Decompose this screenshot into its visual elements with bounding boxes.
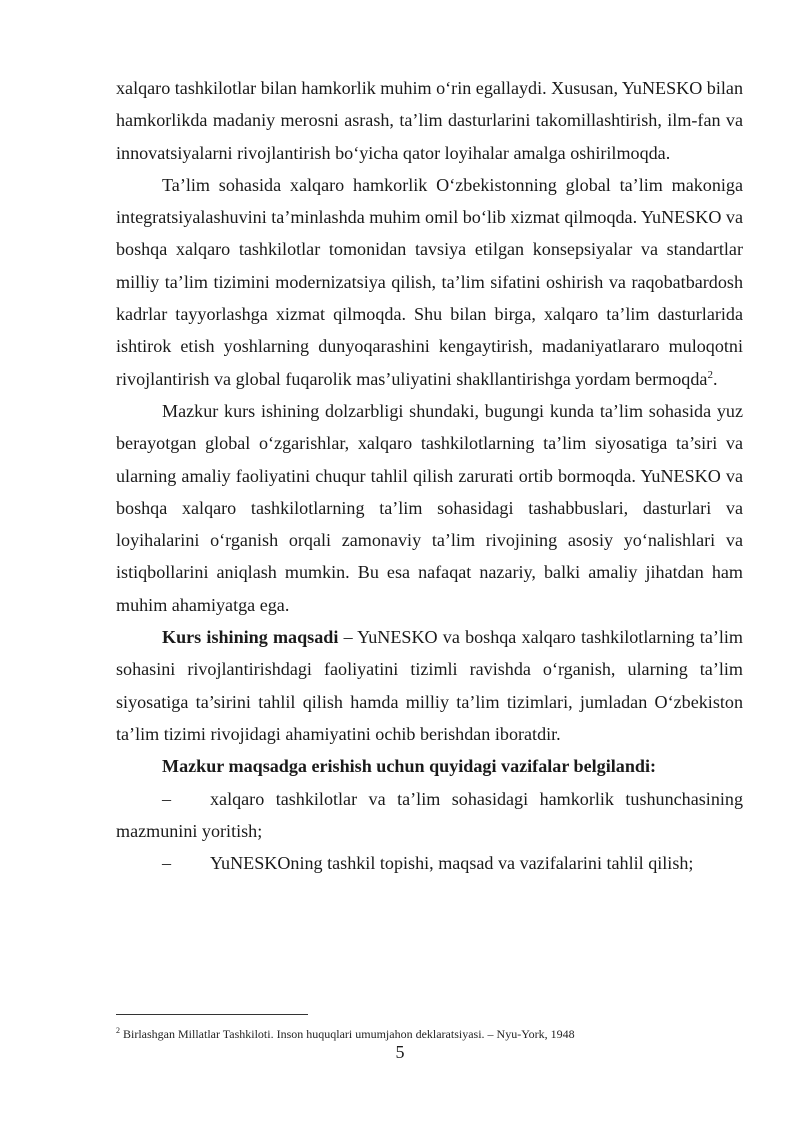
task-list-item xyxy=(116,783,743,848)
task-text: YuNESKOning tashkil topishi, maqsad va vazifalarini tahlil qilish; xyxy=(210,853,694,874)
paragraph-goal xyxy=(116,621,743,750)
dash-marker: – xyxy=(162,853,172,874)
footnote-reference[interactable]: 2 xyxy=(707,368,713,381)
task-text: xalqaro tashkilotlar va ta’lim sohasidagi hamkorlik tushunchasining mazmunini yoritish; xyxy=(116,788,743,841)
footnote-divider xyxy=(116,1014,308,1015)
paragraph-international-cooperation xyxy=(116,169,743,395)
tasks-heading: Mazkur maqsadga erishish uchun quyidagi vazifalar belgilandi: xyxy=(162,756,656,777)
task-list-item xyxy=(116,847,743,879)
footnote-number: 2 xyxy=(116,1026,120,1035)
goal-heading: Kurs ishining maqsadi xyxy=(162,627,339,648)
page-body xyxy=(116,72,743,879)
page-number: 5 xyxy=(395,1042,405,1062)
paragraph-end: . xyxy=(712,368,718,389)
paragraph-intro-continuation: xalqaro tashkilotlar bilan hamkorlik muhim o‘rin egallaydi. Xususan, YuNESKO bilan hamkorlikda madaniy merosni asrash, ta’lim dasturlarini takomillashtirish, ilm-fan va innovatsiyalarni rivojlantirish bo‘yicha qator loyihalar amalga oshirilmoqda. xyxy=(116,78,743,163)
footnote-text: Birlashgan Millatlar Tashkiloti. Inson huquqlari umumjahon deklaratsiyasi. – Nyu-York, 1948 xyxy=(123,1027,575,1041)
goal-text: – YuNESKO va boshqa xalqaro tashkilotlarning ta’lim sohasini rivojlantirishdagi faoliyatini tizimli ravishda o‘rganish, ularning ta’lim siyosatiga ta’sirini tahlil qilish hamda milliy ta’lim tizimlari, jumladan O‘zbekiston ta’lim tizimi rivojidagi ahamiyatini ochib berishdan iboratdir. xyxy=(116,627,743,744)
dash-marker: – xyxy=(162,788,172,809)
footnote xyxy=(116,1026,756,1042)
paragraph-relevance: Mazkur kurs ishining dolzarbligi shundaki, bugungi kunda ta’lim sohasida yuz berayotgan global o‘zgarishlar, xalqaro tashkilotlarning ta’lim siyosatiga ta’siri va ularning amaliy faoliyatini chuqur tahlil qilish zarurati ortib bormoqda. YuNESKO va boshqa xalqaro tashkilotlarning ta’lim sohasidagi tashabbuslari, dasturlari va loyihalarini o‘rganish orqali zamonaviy ta’lim rivojining asosiy yo‘nalishlari va istiqbollarini aniqlash mumkin. Bu esa nafaqat nazariy, balki amaliy jihatdan ham muhim ahamiyatga ega. xyxy=(116,400,743,615)
paragraph-text: Ta’lim sohasida xalqaro hamkorlik O‘zbekistonning global ta’lim makoniga integratsiyalashuvini ta’minlashda muhim omil bo‘lib xizmat qilmoqda. YuNESKO va boshqa xalqaro tashkilotlar tomonidan tavsiya etilgan konsepsiyalar va standartlar milliy ta’lim tizimini modernizatsiya qilish, ta’lim sifatini oshirish va raqobatbardosh kadrlar tayyorlashga xizmat qilmoqda. Shu bilan birga, xalqaro ta’lim dasturlarida ishtirok etish yoshlarning dunyoqarashini kengaytirish, madaniyatlararo muloqotni rivojlantirish va global fuqarolik mas’uliyatini shakllantirishga yordam bermoqda xyxy=(116,174,743,389)
